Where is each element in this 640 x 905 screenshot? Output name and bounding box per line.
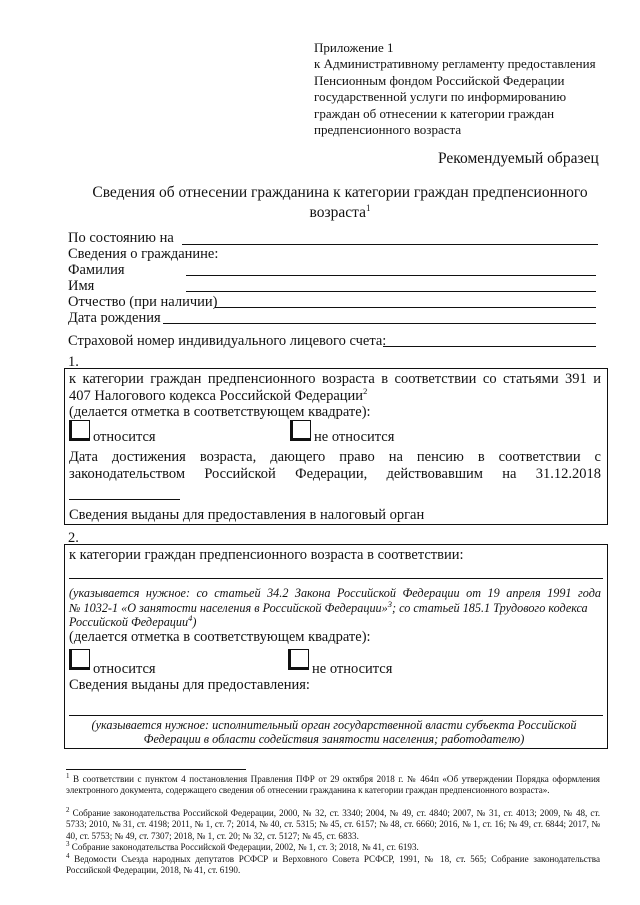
section-2-number: 2. — [68, 530, 79, 546]
snils-field[interactable] — [383, 346, 596, 347]
section-2-hint-3: Российской Федерации$^4$) — [69, 612, 197, 629]
footnote: $^3$ Собрание законодательства Российской Федерации, 2002, № 1, ст. 3; 2018, № 41, ст. 6193. — [66, 839, 419, 852]
appendix-line: граждан об отнесении к категории граждан — [314, 105, 555, 121]
appendix-header — [314, 40, 634, 138]
surname-label: Фамилия — [68, 262, 125, 278]
footnote-ref: 1 — [365, 202, 371, 213]
section-2-recipient-hint: (указывается нужное: исполнительный орган государственной власти субъекта Российской — [91, 718, 577, 732]
section-1-yes-label: относится — [93, 429, 156, 445]
footnote: $^4$ Ведомости Съезда народных депутатов РСФСР и Верховного Совета РСФСР, 1991, № 18, ст. 565; Собрание законодательства Российской Федерации, 2018, № 41, ст. 6190. — [66, 851, 600, 876]
title-line-1: Сведения об отнесении гражданина к категории граждан предпенсионного — [92, 184, 588, 201]
section-1-number: 1. — [68, 354, 79, 370]
sample-label: Рекомендуемый образец — [438, 150, 599, 167]
section-1-no-checkbox[interactable] — [290, 420, 311, 441]
patronymic-field[interactable] — [215, 307, 596, 308]
footnote-ref: 2 — [363, 386, 368, 397]
section-1-age-text-2: законодательством Российской Федерации, действовавшим на 31.12.2018 — [69, 466, 601, 482]
section-1-box — [64, 368, 608, 525]
as-of-label: По состоянию на — [68, 230, 174, 246]
birth-date-field[interactable] — [163, 323, 596, 324]
patronymic-label: Отчество (при наличии) — [68, 294, 218, 310]
appendix-line: государственной услуги по информированию — [314, 89, 567, 105]
footnote: $^2$ Собрание законодательства Российской Федерации, 2000, № 32, ст. 3340; 2004, № 49, ст. 4840; 2007, № 31, ст. 4013; 2009, № 48, ст. 5733; 2010, № 31, ст. 4198; 2011, № 1, ст. 7; 2014, № 40, ст. 5315; № 45, ст. 6157; № 48, ст. 6660; 2016, № 1, ст. 16; № 49, ст. 6844; 2017, № 40, ст. 5753; № 49, ст. 7307; 2018, № 1, ст. 20; № 32, ст. 5127; № 45, ст. 6833. — [66, 805, 600, 841]
section-2-hint-2: № 1032-1 «О занятости населения в Российской Федерации»$^3$; со статьей 185.1 Трудового кодекса — [69, 598, 588, 615]
appendix-line: к Административному регламенту предоставления — [314, 56, 596, 72]
section-1-issued: Сведения выданы для предоставления в налоговый орган — [69, 507, 425, 523]
section-1-no-label: не относится — [314, 429, 395, 445]
section-2-recipient-hint-2: Федерации в области содействия занятости населения; работодателю) — [143, 732, 525, 746]
appendix-line: предпенсионного возраста — [314, 122, 462, 138]
appendix-line: Пенсионным фондом Российской Федерации — [314, 72, 565, 88]
age-date-field[interactable] — [69, 499, 180, 500]
footnote: $^1$ В соответствии с пунктом 4 постановления Правления ПФР от 29 октября 2018 г. № 464п «Об утверждении Порядка оформления электронного документа, содержащего сведения об отнесении гражданина к категории граждан предпенсионного возраста». — [66, 771, 600, 796]
section-2-no-checkbox[interactable] — [288, 649, 309, 670]
section-2-basis-field[interactable] — [69, 578, 603, 579]
birth-date-label: Дата рождения — [68, 310, 161, 326]
section-2-box — [64, 544, 608, 749]
appendix-line: Приложение 1 — [314, 40, 394, 55]
section-2-text: к категории граждан предпенсионного возраста в соответствии: — [69, 547, 464, 563]
snils-label: Страховой номер индивидуального лицевого счета: — [68, 333, 387, 349]
section-2-yes-checkbox[interactable] — [69, 649, 90, 670]
section-2-note: (делается отметка в соответствующем квадрате): — [69, 629, 371, 645]
footnote-separator — [66, 769, 246, 770]
title-line-2: возраста — [309, 204, 366, 221]
section-2-recipient-field[interactable] — [69, 715, 603, 716]
name-label: Имя — [68, 278, 95, 294]
surname-field[interactable] — [186, 275, 596, 276]
section-2-issued: Сведения выданы для предоставления: — [69, 677, 310, 693]
section-1-text-2: 407 Налогового кодекса Российской Федерации$^2$ — [69, 386, 368, 404]
section-1-note: (делается отметка в соответствующем квадрате): — [69, 404, 371, 420]
name-field[interactable] — [186, 291, 596, 292]
section-2-no-label: не относится — [312, 661, 393, 677]
section-1-age-text: Дата достижения возраста, дающего право на пенсию в соответствии с — [69, 449, 601, 465]
section-1-text: к категории граждан предпенсионного возраста в соответствии со статьями 391 и — [69, 371, 601, 387]
section-1-yes-checkbox[interactable] — [69, 420, 90, 441]
section-2-yes-label: относится — [93, 661, 156, 677]
document-title — [60, 183, 620, 223]
as-of-field[interactable] — [182, 244, 598, 245]
section-2-hint: (указывается нужное: со статьей 34.2 Закона Российской Федерации от 19 апреля 1991 года — [69, 586, 601, 600]
citizen-info-label: Сведения о гражданине: — [68, 246, 219, 262]
